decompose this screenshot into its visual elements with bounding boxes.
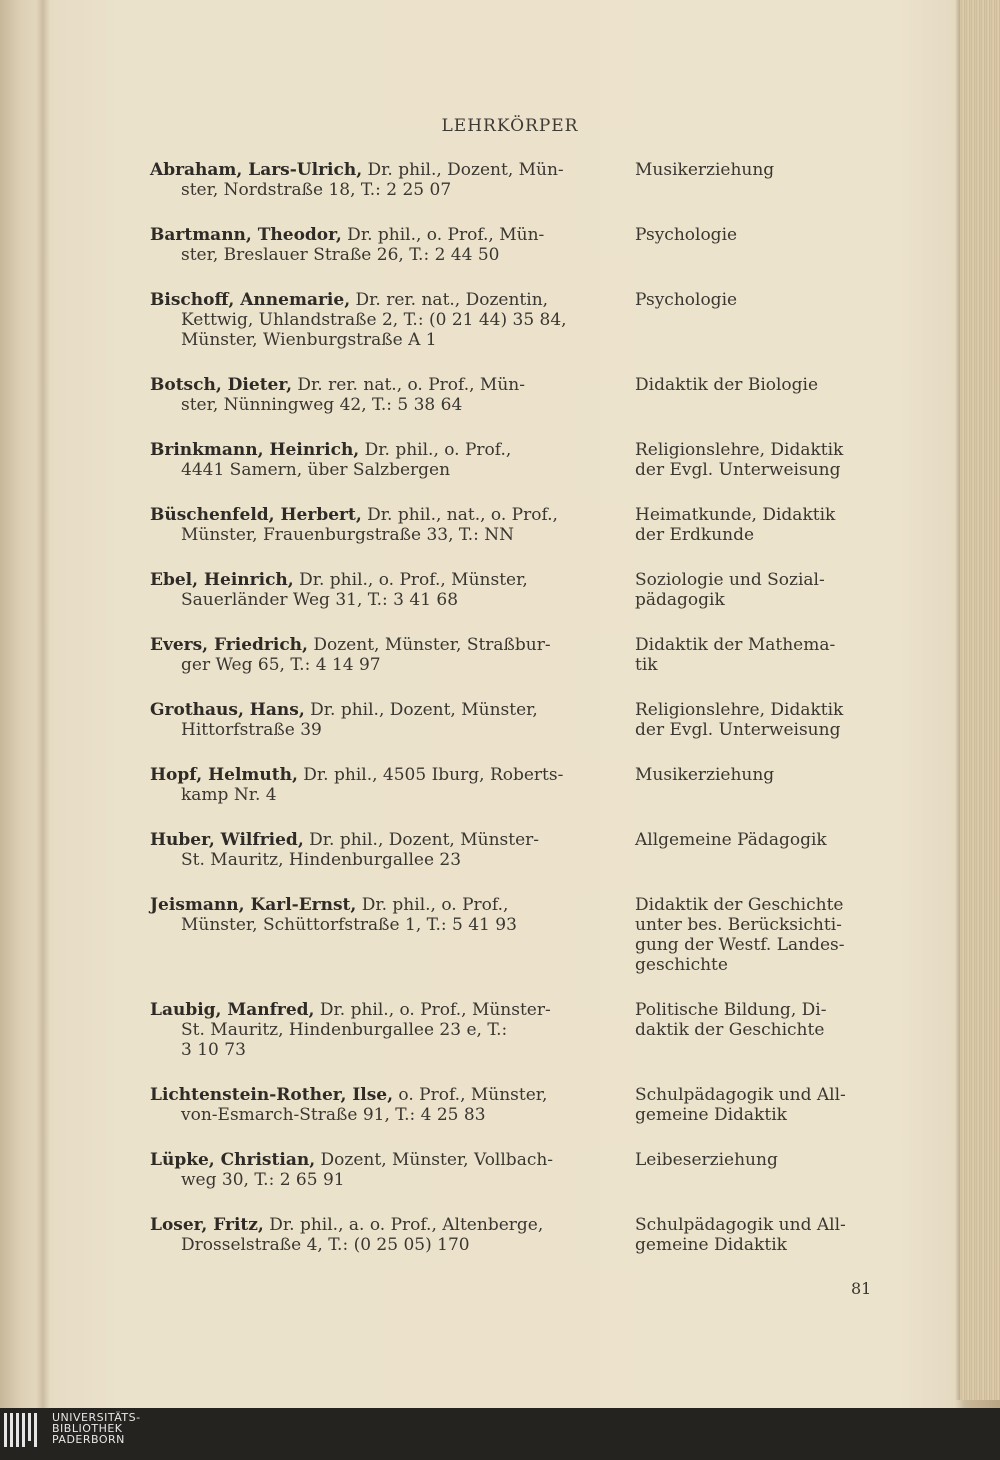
subject-line: Allgemeine Pädagogik	[635, 830, 827, 850]
logo-line: UNIVERSITÄTS-	[52, 1411, 141, 1424]
entry-address-line: Hittorfstraße 39	[181, 720, 322, 740]
subject-line: gemeine Didaktik	[635, 1235, 787, 1255]
entry-address	[150, 1000, 602, 1060]
subject-line: Didaktik der Mathema-	[635, 635, 836, 655]
faculty-entry	[150, 290, 880, 350]
entry-subject	[635, 1215, 875, 1255]
entry-address-line: 3 10 73	[181, 1040, 246, 1060]
page-number: 81	[851, 1279, 872, 1298]
logo-line: PADERBORN	[52, 1433, 125, 1446]
entry-subject	[635, 895, 875, 975]
entry-subject	[635, 700, 875, 740]
entry-title-line: Dr. phil., Dozent, Münster-	[303, 830, 540, 850]
entry-title-line: Dr. phil., nat., o. Prof.,	[361, 505, 558, 525]
entry-name: Bischoff, Annemarie,	[150, 290, 351, 310]
faculty-list	[150, 160, 880, 1280]
faculty-entry	[150, 700, 880, 740]
subject-line: unter bes. Berücksichti-	[635, 915, 842, 935]
faculty-entry	[150, 1215, 880, 1255]
entry-name: Lichtenstein-Rother, Ilse,	[150, 1085, 394, 1105]
entry-address	[150, 830, 602, 870]
entry-address-line: 4441 Samern, über Salzbergen	[181, 460, 451, 480]
entry-address-line: ster, Nünningweg 42, T.: 5 38 64	[181, 395, 463, 415]
entry-title-line: Dr. phil., 4505 Iburg, Roberts-	[297, 765, 564, 785]
entry-name: Bartmann, Theodor,	[150, 225, 342, 245]
subject-line: gung der Westf. Landes-	[635, 935, 845, 955]
entry-address-line: St. Mauritz, Hindenburgallee 23 e, T.:	[181, 1020, 508, 1040]
entry-address-line: von-Esmarch-Straße 91, T.: 4 25 83	[181, 1105, 486, 1125]
faculty-entry	[150, 160, 880, 200]
faculty-entry	[150, 225, 880, 265]
entry-address-line: Kettwig, Uhlandstraße 2, T.: (0 21 44) 35 84,	[181, 310, 567, 330]
entry-address-line: Münster, Frauenburgstraße 33, T.: NN	[181, 525, 515, 545]
entry-subject	[635, 1085, 875, 1125]
entry-address	[150, 1085, 602, 1125]
library-logo-icon	[4, 1413, 44, 1447]
entry-subject	[635, 830, 875, 870]
entry-address	[150, 765, 602, 805]
subject-line: geschichte	[635, 955, 728, 975]
subject-line: Didaktik der Geschichte	[635, 895, 844, 915]
entry-title-line: Dr. phil., o. Prof., Mün-	[341, 225, 545, 245]
entry-title-line: Dr. rer. nat., o. Prof., Mün-	[292, 375, 525, 395]
subject-line: gemeine Didaktik	[635, 1105, 787, 1125]
book-gutter	[36, 0, 50, 1408]
entry-subject	[635, 225, 875, 265]
entry-address	[150, 375, 602, 415]
library-logo-text	[52, 1412, 141, 1445]
entry-address-line: weg 30, T.: 2 65 91	[181, 1170, 345, 1190]
subject-line: Musikerziehung	[635, 160, 775, 180]
entry-address-line: Münster, Wienburgstraße A 1	[181, 330, 437, 350]
subject-line: Politische Bildung, Di-	[635, 1000, 827, 1020]
logo-line: BIBLIOTHEK	[52, 1422, 123, 1435]
entry-title-line: Dr. phil., Dozent, Mün-	[362, 160, 564, 180]
entry-address	[150, 1150, 602, 1190]
subject-line: Religionslehre, Didaktik	[635, 440, 844, 460]
faculty-entry	[150, 375, 880, 415]
entry-address	[150, 895, 602, 975]
entry-title-line: Dozent, Münster, Straßbur-	[307, 635, 551, 655]
entry-subject	[635, 160, 875, 200]
entry-address	[150, 505, 602, 545]
library-footer-bar	[0, 1408, 1000, 1460]
subject-line: daktik der Geschichte	[635, 1020, 825, 1040]
subject-line: der Evgl. Unterweisung	[635, 460, 841, 480]
entry-name: Ebel, Heinrich,	[150, 570, 294, 590]
subject-line: der Evgl. Unterweisung	[635, 720, 841, 740]
entry-name: Huber, Wilfried,	[150, 830, 304, 850]
subject-line: Leibeserziehung	[635, 1150, 778, 1170]
entry-address-line: kamp Nr. 4	[181, 785, 277, 805]
entry-address	[150, 1215, 602, 1255]
subject-line: Schulpädagogik und All-	[635, 1215, 846, 1235]
subject-line: Soziologie und Sozial-	[635, 570, 825, 590]
faculty-entry	[150, 1150, 880, 1190]
entry-name: Büschenfeld, Herbert,	[150, 505, 362, 525]
entry-name: Lüpke, Christian,	[150, 1150, 316, 1170]
entry-name: Evers, Friedrich,	[150, 635, 308, 655]
entry-subject	[635, 570, 875, 610]
entry-subject	[635, 765, 875, 805]
subject-line: Psychologie	[635, 225, 738, 245]
entry-subject	[635, 440, 875, 480]
entry-subject	[635, 1150, 875, 1190]
entry-title-line: Dr. phil., o. Prof., Münster-	[314, 1000, 551, 1020]
faculty-entry	[150, 635, 880, 675]
entry-name: Abraham, Lars-Ulrich,	[150, 160, 363, 180]
entry-address-line: ger Weg 65, T.: 4 14 97	[181, 655, 381, 675]
page-stack-edges	[960, 0, 1000, 1400]
entry-subject	[635, 505, 875, 545]
subject-line: Psychologie	[635, 290, 738, 310]
faculty-entry	[150, 505, 880, 545]
subject-line: Heimatkunde, Didaktik	[635, 505, 836, 525]
entry-subject	[635, 290, 875, 350]
entry-address-line: ster, Nordstraße 18, T.: 2 25 07	[181, 180, 452, 200]
entry-subject	[635, 635, 875, 675]
faculty-entry	[150, 1085, 880, 1125]
entry-name: Hopf, Helmuth,	[150, 765, 298, 785]
entry-title-line: o. Prof., Münster,	[393, 1085, 548, 1105]
page-header: LEHRKÖRPER	[441, 116, 579, 136]
entry-title-line: Dozent, Münster, Vollbach-	[315, 1150, 554, 1170]
entry-address	[150, 570, 602, 610]
entry-title-line: Dr. phil., o. Prof.,	[356, 895, 509, 915]
entry-name: Botsch, Dieter,	[150, 375, 293, 395]
faculty-entry	[150, 440, 880, 480]
entry-title-line: Dr. phil., a. o. Prof., Altenberge,	[263, 1215, 544, 1235]
entry-name: Jeismann, Karl-Ernst,	[150, 895, 357, 915]
faculty-entry	[150, 570, 880, 610]
faculty-entry	[150, 1000, 880, 1060]
entry-subject	[635, 375, 875, 415]
subject-line: tik	[635, 655, 658, 675]
entry-address	[150, 290, 602, 350]
subject-line: der Erdkunde	[635, 525, 755, 545]
entry-address-line: St. Mauritz, Hindenburgallee 23	[181, 850, 462, 870]
entry-title-line: Dr. phil., o. Prof.,	[359, 440, 512, 460]
entry-address-line: Drosselstraße 4, T.: (0 25 05) 170	[181, 1235, 470, 1255]
faculty-entry	[150, 830, 880, 870]
entry-address	[150, 700, 602, 740]
entry-name: Loser, Fritz,	[150, 1215, 264, 1235]
entry-subject	[635, 1000, 875, 1060]
entry-title-line: Dr. rer. nat., Dozentin,	[350, 290, 549, 310]
entry-address-line: Sauerländer Weg 31, T.: 3 41 68	[181, 590, 459, 610]
subject-line: Didaktik der Biologie	[635, 375, 819, 395]
entry-name: Brinkmann, Heinrich,	[150, 440, 360, 460]
subject-line: pädagogik	[635, 590, 725, 610]
entry-name: Grothaus, Hans,	[150, 700, 305, 720]
entry-address-line: Münster, Schüttorfstraße 1, T.: 5 41 93	[181, 915, 517, 935]
entry-title-line: Dr. phil., o. Prof., Münster,	[293, 570, 528, 590]
subject-line: Musikerziehung	[635, 765, 775, 785]
entry-address	[150, 160, 602, 200]
entry-address	[150, 225, 602, 265]
faculty-entry	[150, 895, 880, 975]
entry-name: Laubig, Manfred,	[150, 1000, 315, 1020]
entry-address	[150, 635, 602, 675]
subject-line: Religionslehre, Didaktik	[635, 700, 844, 720]
faculty-entry	[150, 765, 880, 805]
entry-title-line: Dr. phil., Dozent, Münster,	[304, 700, 538, 720]
entry-address-line: ster, Breslauer Straße 26, T.: 2 44 50	[181, 245, 500, 265]
entry-address	[150, 440, 602, 480]
subject-line: Schulpädagogik und All-	[635, 1085, 846, 1105]
